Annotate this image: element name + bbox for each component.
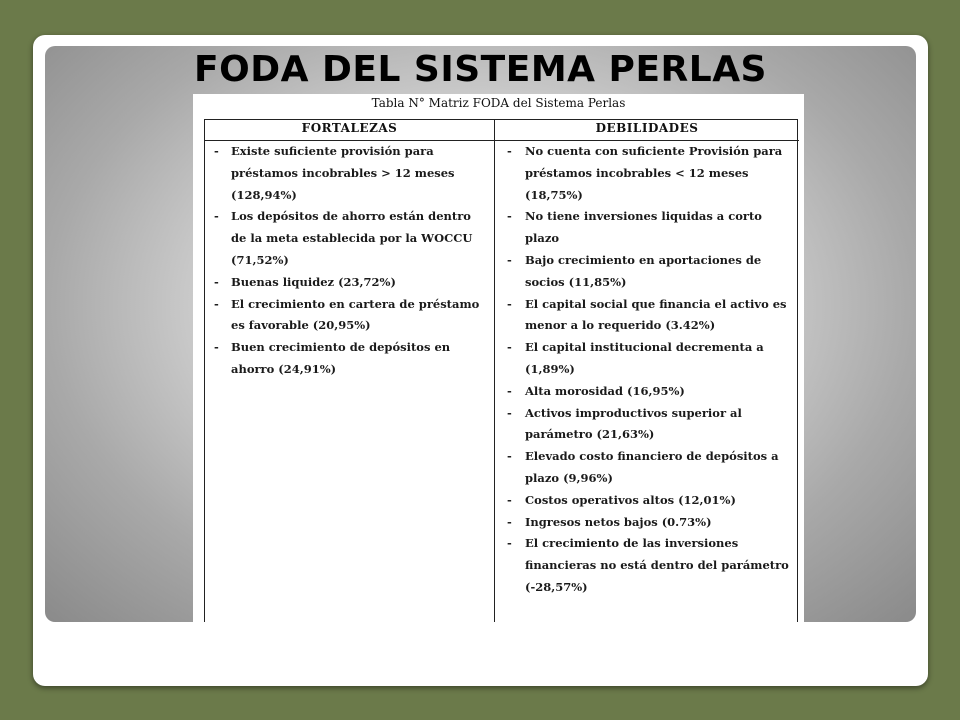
list-item: - El crecimiento en cartera de préstamo es favorable (20,95%) (205, 294, 494, 338)
foda-table (204, 119, 798, 622)
fortalezas-list (205, 141, 494, 381)
list-item: - Buenas liquidez (23,72%) (205, 272, 494, 294)
slide-card (33, 35, 928, 686)
list-item: - Los depósitos de ahorro están dentro de la meta establecida por la WOCCU (71,52%) (205, 206, 494, 271)
list-item: - Elevado costo financiero de depósitos a plazo (9,96%) (495, 446, 799, 490)
list-item: - El crecimiento de las inversiones financieras no está dentro del parámetro (-28,57%) (495, 533, 799, 598)
list-item: - Alta morosidad (16,95%) (495, 381, 799, 403)
fortalezas-header: FORTALEZAS (205, 120, 494, 141)
debilidades-header: DEBILIDADES (495, 120, 799, 141)
list-item: - Costos operativos altos (12,01%) (495, 490, 799, 512)
debilidades-list (495, 141, 799, 599)
fortalezas-column (205, 120, 495, 622)
content-panel (45, 46, 916, 622)
document-image (193, 94, 804, 622)
list-item: - Existe suficiente provisión para préstamos incobrables > 12 meses (128,94%) (205, 141, 494, 206)
list-item: - No tiene inversiones liquidas a corto plazo (495, 206, 799, 250)
list-item: - No cuenta con suficiente Provisión para préstamos incobrables < 12 meses (18,75%) (495, 141, 799, 206)
list-item: - Buen crecimiento de depósitos en ahorro (24,91%) (205, 337, 494, 381)
slide-title: FODA DEL SISTEMA PERLAS (194, 49, 767, 90)
list-item: - Bajo crecimiento en aportaciones de socios (11,85%) (495, 250, 799, 294)
list-item: - Activos improductivos superior al parámetro (21,63%) (495, 403, 799, 447)
table-caption: Tabla N° Matriz FODA del Sistema Perlas (371, 96, 626, 110)
list-item: - Ingresos netos bajos (0.73%) (495, 512, 799, 534)
list-item: - El capital social que financia el activo es menor a lo requerido (3.42%) (495, 294, 799, 338)
debilidades-column (495, 120, 799, 622)
list-item: - El capital institucional decrementa a (1,89%) (495, 337, 799, 381)
